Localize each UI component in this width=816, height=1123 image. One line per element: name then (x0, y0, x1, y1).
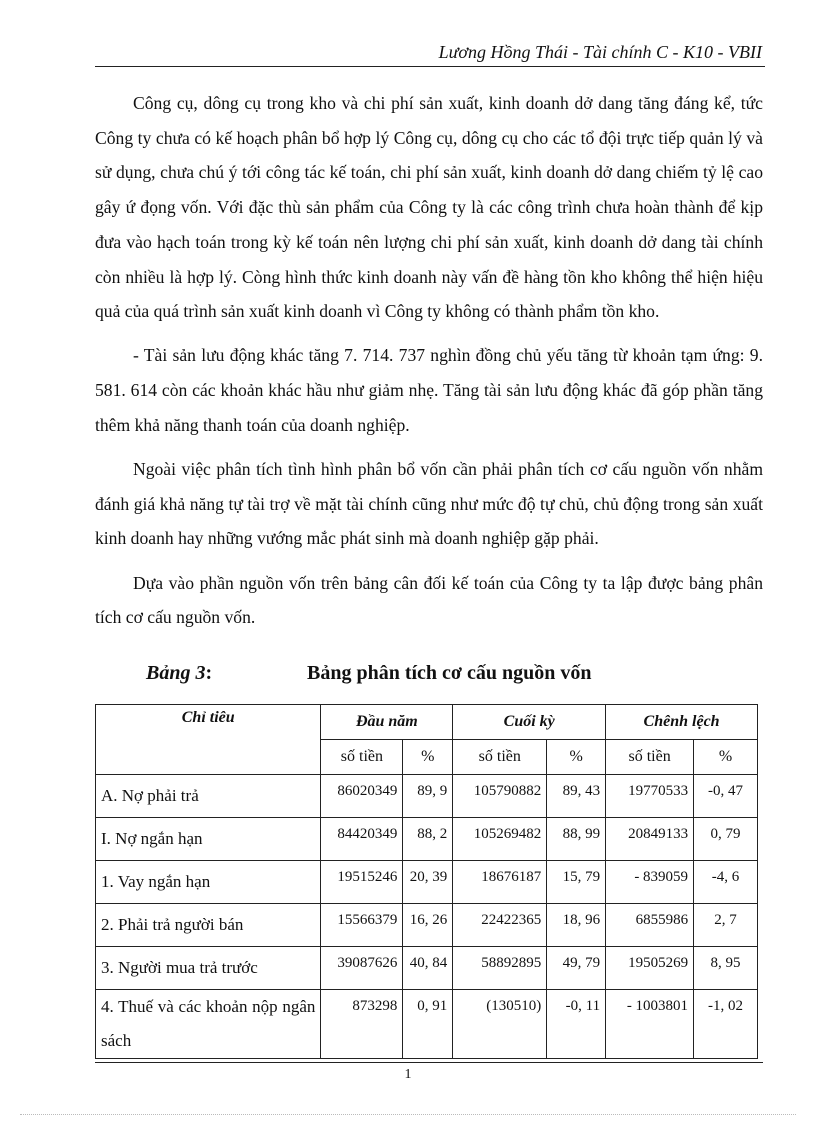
subheader-percent: % (694, 740, 758, 775)
page-number: 1 (404, 1067, 412, 1082)
table-row (96, 775, 758, 818)
paragraph: - Tài sản lưu động khác tăng 7. 714. 737 nghìn đồng chủ yếu tăng từ khoản tạm ứng: 9. 581. 614 còn các khoản khác hầu như giảm nhẹ. Tăng tài sản lưu động khác đã góp phần tăng thêm khả năng thanh toán của doanh nghiệp. (95, 345, 763, 435)
page-edge-dots (20, 1114, 796, 1115)
cell-end-amount: 22422365 (453, 904, 547, 947)
paragraph: Công cụ, dông cụ trong kho và chi phí sản xuất, kinh doanh dở dang tăng đáng kể, tức Công ty chưa có kế hoạch phân bổ hợp lý Công cụ, dông cụ cho các tổ đội trực tiếp quản lý và sử dụng, chưa chú ý tới công tác kế toán, chi phí sản xuất, kinh doanh dở dang chiếm tỷ lệ cao gây ứ đọng vốn. Với đặc thù sản phẩm của Công ty là các công trình chưa hoàn thành để kịp đưa vào hạch toán trong kỳ kế toán nên lượng chi phí sản xuất, kinh doanh dở dang tài chính còn nhiều là hợp lý. Còng hình thức kinh doanh này vấn đề hàng tồn kho không thể hiện hiệu quả của quá trình sản xuất kinh doanh vì Công ty không có thành phẩm tồn kho. (95, 93, 763, 322)
caption-label-text: Bảng 3 (146, 662, 206, 684)
row-label: A. Nợ phải trả (96, 775, 321, 818)
table-row (96, 990, 758, 1059)
row-label: 3. Người mua trả trước (96, 947, 321, 990)
page-header (95, 40, 765, 67)
row-label: I. Nợ ngắn hạn (96, 818, 321, 861)
header-end: Cuối kỳ (453, 705, 606, 740)
cell-start-pct: 20, 39 (403, 861, 453, 904)
paragraph: Dựa vào phần nguồn vốn trên bảng cân đối kế toán của Công ty ta lập được bảng phân tích cơ cấu nguồn vốn. (95, 572, 763, 628)
row-label: 4. Thuế và các khoản nộp ngân sách (96, 990, 321, 1059)
row-label: 1. Vay ngắn hạn (96, 861, 321, 904)
cell-end-amount: 105790882 (453, 775, 547, 818)
subheader-amount: số tiền (453, 740, 547, 775)
cell-diff-pct: 0, 79 (694, 818, 758, 861)
capital-structure-table (95, 704, 758, 1059)
cell-diff-amount: 19505269 (606, 947, 694, 990)
cell-diff-pct: 8, 95 (694, 947, 758, 990)
cell-diff-pct: -0, 47 (694, 775, 758, 818)
header-text: Lương Hồng Thái - Tài chính C - K10 - VBII (438, 42, 762, 62)
header-start: Đầu năm (321, 705, 453, 740)
cell-start-pct: 89, 9 (403, 775, 453, 818)
cell-start-pct: 16, 26 (403, 904, 453, 947)
cell-end-pct: 49, 79 (547, 947, 606, 990)
cell-diff-pct: -1, 02 (694, 990, 758, 1059)
cell-start-amount: 873298 (321, 990, 403, 1059)
cell-diff-pct: 2, 7 (694, 904, 758, 947)
cell-end-amount: 18676187 (453, 861, 547, 904)
paragraph: Ngoài việc phân tích tình hình phân bổ vốn cần phải phân tích cơ cấu nguồn vốn nhằm đánh giá khả năng tự tài trợ về mặt tài chính cũng như mức độ tự chủ, chủ động trong sản xuất kinh doanh hay những vướng mắc phát sinh mà doanh nghiệp gặp phải. (95, 459, 763, 549)
table-caption-label (146, 662, 212, 685)
cell-start-pct: 88, 2 (403, 818, 453, 861)
cell-start-amount: 15566379 (321, 904, 403, 947)
cell-end-amount: (130510) (453, 990, 547, 1059)
cell-diff-pct: -4, 6 (694, 861, 758, 904)
cell-start-pct: 0, 91 (403, 990, 453, 1059)
cell-end-amount: 105269482 (453, 818, 547, 861)
cell-end-amount: 58892895 (453, 947, 547, 990)
subheader-amount: số tiền (606, 740, 694, 775)
cell-diff-amount: 20849133 (606, 818, 694, 861)
table-row (96, 904, 758, 947)
row-label: 2. Phải trả người bán (96, 904, 321, 947)
table-caption-title: Bảng phân tích cơ cấu nguồn vốn (307, 662, 592, 684)
table-row (96, 818, 758, 861)
cell-diff-amount: - 839059 (606, 861, 694, 904)
cell-diff-amount: 19770533 (606, 775, 694, 818)
cell-end-pct: 18, 96 (547, 904, 606, 947)
header-indicator: Chỉ tiêu (96, 705, 321, 775)
table-header-row (96, 705, 758, 740)
cell-start-amount: 39087626 (321, 947, 403, 990)
header-diff: Chênh lệch (606, 705, 758, 740)
table-row (96, 947, 758, 990)
cell-start-amount: 84420349 (321, 818, 403, 861)
subheader-amount: số tiền (321, 740, 403, 775)
cell-start-amount: 86020349 (321, 775, 403, 818)
cell-start-amount: 19515246 (321, 861, 403, 904)
body-text (95, 86, 763, 645)
cell-end-pct: 88, 99 (547, 818, 606, 861)
cell-diff-amount: - 1003801 (606, 990, 694, 1059)
subheader-percent: % (547, 740, 606, 775)
cell-end-pct: -0, 11 (547, 990, 606, 1059)
caption-colon: : (205, 662, 213, 684)
cell-diff-amount: 6855986 (606, 904, 694, 947)
cell-start-pct: 40, 84 (403, 947, 453, 990)
footer-divider (95, 1062, 763, 1063)
table-row (96, 861, 758, 904)
cell-end-pct: 15, 79 (547, 861, 606, 904)
cell-end-pct: 89, 43 (547, 775, 606, 818)
subheader-percent: % (403, 740, 453, 775)
